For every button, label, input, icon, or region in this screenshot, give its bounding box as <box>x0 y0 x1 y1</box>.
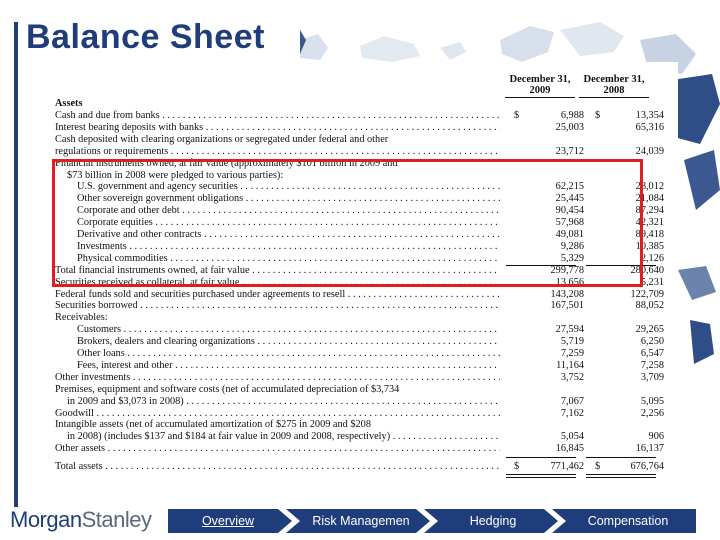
column-header-2009 <box>505 74 575 98</box>
value-2009: 5,719 <box>560 336 584 348</box>
table-row <box>55 431 665 443</box>
value-2009: 57,968 <box>555 217 584 229</box>
value-2009: 7,259 <box>560 348 584 359</box>
value-2008: 21,084 <box>635 193 664 205</box>
row-label: Securities borrowed . . . <box>55 300 500 312</box>
row-label: in 2009 and $3,073 in 2008) . . . <box>67 396 500 408</box>
value-2008: 280,640 <box>630 264 664 276</box>
value-2008: 28,012 <box>635 181 664 193</box>
value-2009: 49,081 <box>555 229 584 240</box>
column-header-2009-line1: December 31, <box>509 74 571 85</box>
value-2009: 16,845 <box>555 443 584 455</box>
currency-symbol-2008: $ <box>595 110 601 121</box>
value-2008: 16,137 <box>635 443 664 455</box>
row-label: Interest bearing deposits with banks . . . <box>55 122 500 134</box>
value-2008: 906 <box>648 431 664 443</box>
table-row <box>55 396 665 408</box>
row-label: Corporate equities . . . <box>77 217 500 229</box>
value-2009: 5,329 <box>560 252 584 264</box>
value-2008: 7,258 <box>640 359 664 371</box>
value-2009: 7,067 <box>560 395 584 407</box>
row-label: Other loans . . . <box>77 348 500 360</box>
row-label: Federal funds sold and securities purchased under agreements to resell . . . <box>55 289 500 301</box>
value-2009: 6,988 <box>560 110 584 121</box>
currency-symbol-2009: $ <box>514 110 520 121</box>
value-2009: 7,162 <box>560 407 584 419</box>
value-2009: 25,003 <box>555 121 584 133</box>
section-heading-label: Assets <box>55 98 83 109</box>
highlight-box <box>52 159 643 287</box>
total-double-rule <box>586 474 656 475</box>
currency-symbol-2009: $ <box>514 461 520 473</box>
value-2008: 65,316 <box>635 121 664 133</box>
row-label: Goodwill . . . <box>55 408 500 420</box>
column-header-2008-line1: December 31, <box>583 74 645 85</box>
table-row <box>55 110 665 122</box>
tab-risk-management[interactable]: Risk Managemen <box>312 514 410 528</box>
value-2008: 89,418 <box>635 229 664 240</box>
row-label: Other investments . . . <box>55 372 500 384</box>
table-row <box>55 134 665 146</box>
value-2008: 6,250 <box>640 336 664 348</box>
row-label: Corporate and other debt . . . <box>77 205 500 217</box>
table-row <box>55 360 665 372</box>
value-2009: 23,712 <box>555 145 584 157</box>
tab-hedging[interactable]: Hedging <box>469 514 517 528</box>
tab-compensation[interactable]: Compensation <box>587 514 669 528</box>
value-2008: 5,231 <box>640 276 664 288</box>
value-2009: 27,594 <box>555 324 584 336</box>
title-accent-bar <box>14 22 18 507</box>
table-row <box>55 312 665 324</box>
table-row <box>55 372 665 384</box>
section-heading-assets <box>55 98 665 110</box>
value-2008: 13,354 <box>635 110 664 121</box>
row-label: Physical commodities . . . <box>77 253 500 265</box>
row-label: Intangible assets (net of accumulated amortization of $275 in 2009 and $208 <box>55 419 371 431</box>
value-2008: 10,385 <box>635 240 664 252</box>
column-header-2008-year: 2008 <box>579 85 649 98</box>
row-label: $73 billion in 2008 were pledged to various parties): <box>67 169 284 181</box>
value-2008: 122,709 <box>630 288 664 300</box>
value-2008: 5,095 <box>640 395 664 407</box>
value-2009: 143,208 <box>550 288 584 300</box>
value-2009: 167,501 <box>550 300 584 312</box>
value-2008: 676,764 <box>630 461 664 473</box>
row-label: Customers . . . <box>77 324 500 336</box>
value-2009: 3,752 <box>560 371 584 383</box>
row-label: Financial instruments owned, at fair value (approximately $101 billion in 2009 and <box>55 157 398 169</box>
currency-symbol-2008: $ <box>595 461 601 473</box>
row-label: Investments . . . <box>77 241 500 253</box>
logo-word-stanley: Stanley <box>81 507 152 532</box>
row-label: Cash deposited with clearing organizations or segregated under federal and other <box>55 133 389 145</box>
row-label: Securities received as collateral, at fair value . . . <box>55 277 500 289</box>
value-2009: 90,454 <box>555 205 584 217</box>
value-2009: 11,164 <box>556 359 584 371</box>
row-label: Other assets . . . <box>55 443 500 455</box>
table-row <box>55 300 665 312</box>
total-double-rule <box>506 474 576 475</box>
row-label: regulations or requirements . . . <box>55 146 500 158</box>
subtotal-rule <box>586 457 656 458</box>
value-2009: 13,656 <box>555 276 584 288</box>
row-label: Receivables: <box>55 312 108 324</box>
table-row <box>55 336 665 348</box>
table-row <box>55 146 665 158</box>
value-2008: 29,265 <box>635 324 664 336</box>
table-row <box>55 122 665 134</box>
row-label: Total assets . . . <box>55 461 500 473</box>
value-2008: 3,709 <box>640 371 664 383</box>
table-row <box>55 384 665 396</box>
table-row <box>55 443 665 455</box>
value-2009: 771,462 <box>550 461 584 473</box>
row-label: U.S. government and agency securities . . . <box>77 181 500 193</box>
tab-overview[interactable]: Overview <box>201 514 255 528</box>
value-2008: 6,547 <box>640 348 664 359</box>
table-row <box>55 348 665 360</box>
value-2009: 5,054 <box>560 431 584 443</box>
value-2008: 88,052 <box>635 300 664 312</box>
table-row <box>55 289 665 301</box>
row-label: Total financial instruments owned, at fair value . . . <box>55 265 500 277</box>
total-double-rule <box>506 477 576 478</box>
value-2009: 9,286 <box>560 240 584 252</box>
row-label: Brokers, dealers and clearing organizations . . . <box>77 336 500 348</box>
logo-word-morgan: Morgan <box>10 507 82 532</box>
value-2009: 299,778 <box>550 264 584 276</box>
table-row <box>55 408 665 420</box>
value-2009: 62,215 <box>555 181 584 193</box>
table-row <box>55 419 665 431</box>
footer-navigation <box>168 509 696 533</box>
column-header-2009-year: 2009 <box>505 85 575 98</box>
value-2008: 2,126 <box>640 252 664 264</box>
subtotal-rule <box>506 457 576 458</box>
row-label: Other sovereign government obligations . . . <box>77 193 500 205</box>
row-label: Cash and due from banks . . . <box>55 110 500 122</box>
table-row <box>55 324 665 336</box>
total-double-rule <box>586 477 656 478</box>
value-2008: 87,294 <box>635 205 664 217</box>
value-2008: 2,256 <box>640 407 664 419</box>
row-label: Fees, interest and other . . . <box>77 360 500 372</box>
row-label: in 2008) (includes $137 and $184 at fair value in 2009 and 2008, respectively) . . . <box>67 431 500 443</box>
row-label: Premises, equipment and software costs (net of accumulated depreciation of $3,734 <box>55 383 400 395</box>
value-2008: 42,321 <box>635 217 664 229</box>
row-label: Derivative and other contracts . . . <box>77 229 500 241</box>
column-header-2008 <box>579 74 649 98</box>
morgan-stanley-logo <box>10 507 151 533</box>
value-2008: 24,039 <box>635 145 664 157</box>
value-2009: 25,445 <box>555 193 584 205</box>
slide-title: Balance Sheet <box>26 18 265 56</box>
table-row <box>55 461 665 473</box>
